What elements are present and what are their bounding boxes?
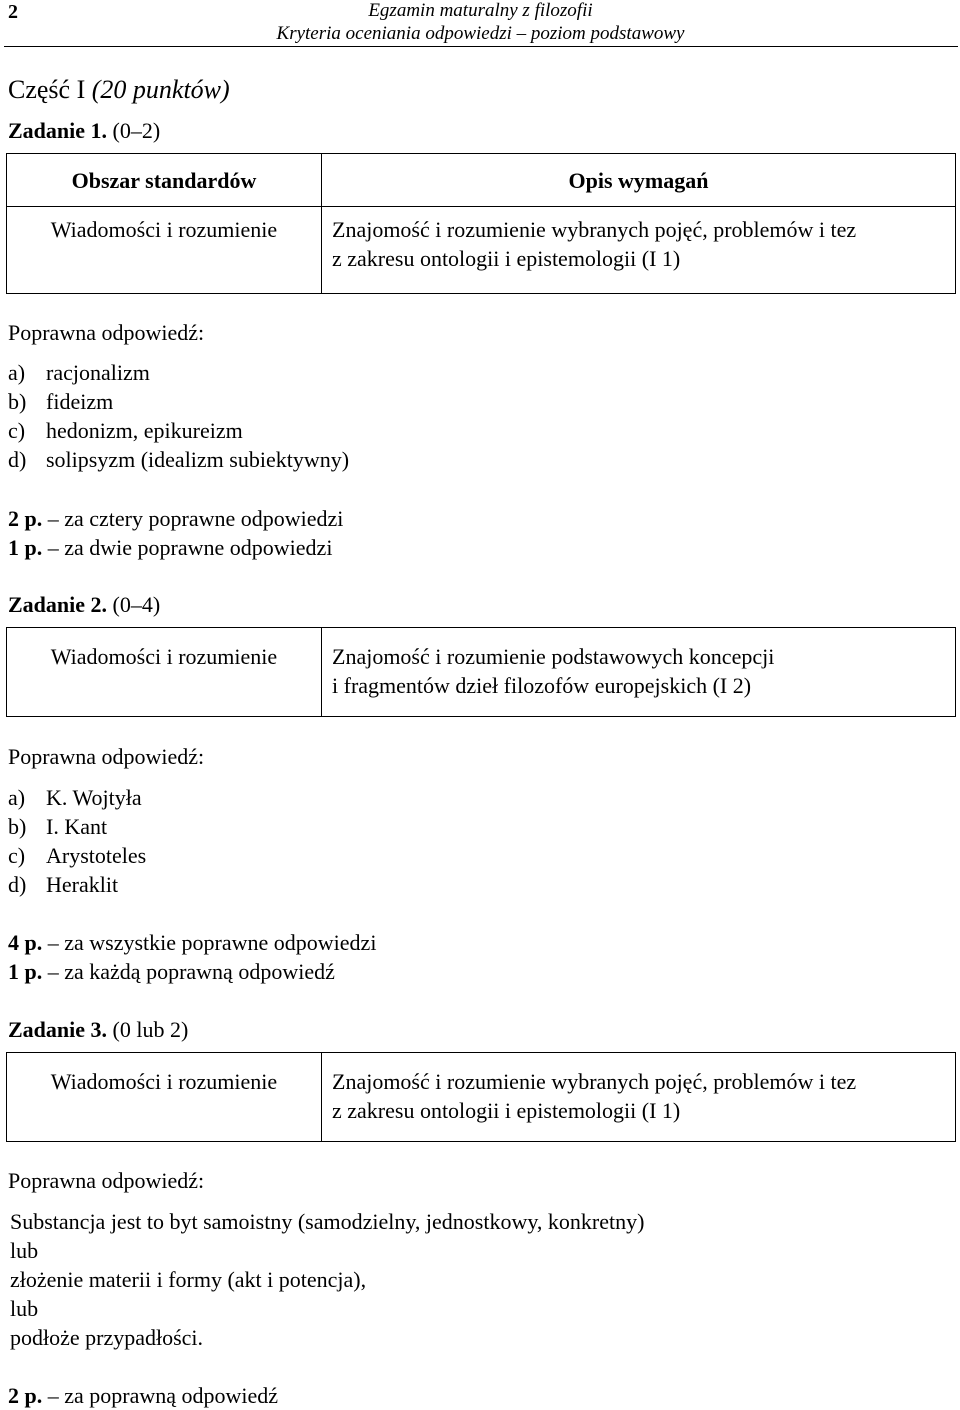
list-item: d) Heraklit — [8, 872, 119, 897]
list-item: a) racjonalizm — [8, 360, 150, 385]
task-2-title: Zadanie 2. (0–4) — [8, 592, 161, 617]
task-2-table — [6, 627, 956, 717]
task-2-requirement: Znajomość i rozumienie podstawowych koncepcji i fragmentów dzieł filozofów europejskich (I 2) — [322, 628, 956, 717]
header-subtitle: Kryteria oceniania odpowiedzi – poziom podstawowy — [276, 23, 685, 44]
task-3-scoring — [8, 1381, 278, 1410]
task-1-title: Zadanie 1. (0–2) — [8, 118, 161, 143]
task-2-area: Wiadomości i rozumienie — [7, 628, 322, 717]
list-item: c) hedonizm, epikureizm — [8, 418, 243, 443]
task-3-title: Zadanie 3. (0 lub 2) — [8, 1017, 189, 1042]
table-header-requirements: Opis wymagań — [322, 154, 956, 207]
part-title: Część I (20 punktów) — [8, 75, 230, 104]
header-rule — [4, 46, 958, 47]
scoring-item: 1 p. – za dwie poprawne odpowiedzi — [8, 535, 333, 560]
task-3-table — [6, 1052, 956, 1142]
task-3-answer-label: Poprawna odpowiedź: — [8, 1168, 205, 1193]
list-item: c) Arystoteles — [8, 843, 147, 868]
list-item: b) fideizm — [8, 389, 114, 414]
task-2-answer-label: Poprawna odpowiedź: — [8, 744, 205, 769]
scoring-item: 2 p. – za cztery poprawne odpowiedzi — [8, 506, 344, 531]
list-item: a) K. Wojtyła — [8, 785, 142, 810]
task-3-area: Wiadomości i rozumienie — [7, 1053, 322, 1142]
answer-line: lub — [10, 1296, 39, 1321]
list-item: d) solipsyzm (idealizm subiektywny) — [8, 447, 350, 472]
task-1-answer-label: Poprawna odpowiedź: — [8, 320, 205, 345]
task-1-requirement: Znajomość i rozumienie wybranych pojęć, problemów i tez z zakresu ontologii i epistemologii (I 1) — [322, 207, 956, 294]
task-1-scoring — [8, 504, 343, 562]
table-header-area: Obszar standardów — [7, 154, 322, 207]
answer-line: lub — [10, 1238, 39, 1263]
answer-line: złożenie materii i formy (akt i potencja), — [10, 1267, 367, 1292]
task-1-answers — [8, 358, 349, 474]
scoring-item: 2 p. – za poprawną odpowiedź — [8, 1383, 279, 1408]
task-3-answer — [10, 1207, 644, 1352]
answer-line: podłoże przypadłości. — [10, 1325, 204, 1350]
scoring-item: 1 p. – za każdą poprawną odpowiedź — [8, 959, 335, 984]
task-2-scoring — [8, 928, 376, 986]
list-item: b) I. Kant — [8, 814, 108, 839]
task-3-requirement: Znajomość i rozumienie wybranych pojęć, problemów i tez z zakresu ontologii i epistemologii (I 1) — [322, 1053, 956, 1142]
task-1-table — [6, 153, 956, 294]
task-2-answers — [8, 783, 146, 899]
scoring-item: 4 p. – za wszystkie poprawne odpowiedzi — [8, 930, 377, 955]
exam-title: Egzamin maturalny z filozofii — [368, 0, 593, 21]
answer-line: Substancja jest to byt samoistny (samodzielny, jednostkowy, konkretny) — [10, 1209, 645, 1234]
page-number: 2 — [8, 1, 18, 23]
task-1-area: Wiadomości i rozumienie — [7, 207, 322, 294]
